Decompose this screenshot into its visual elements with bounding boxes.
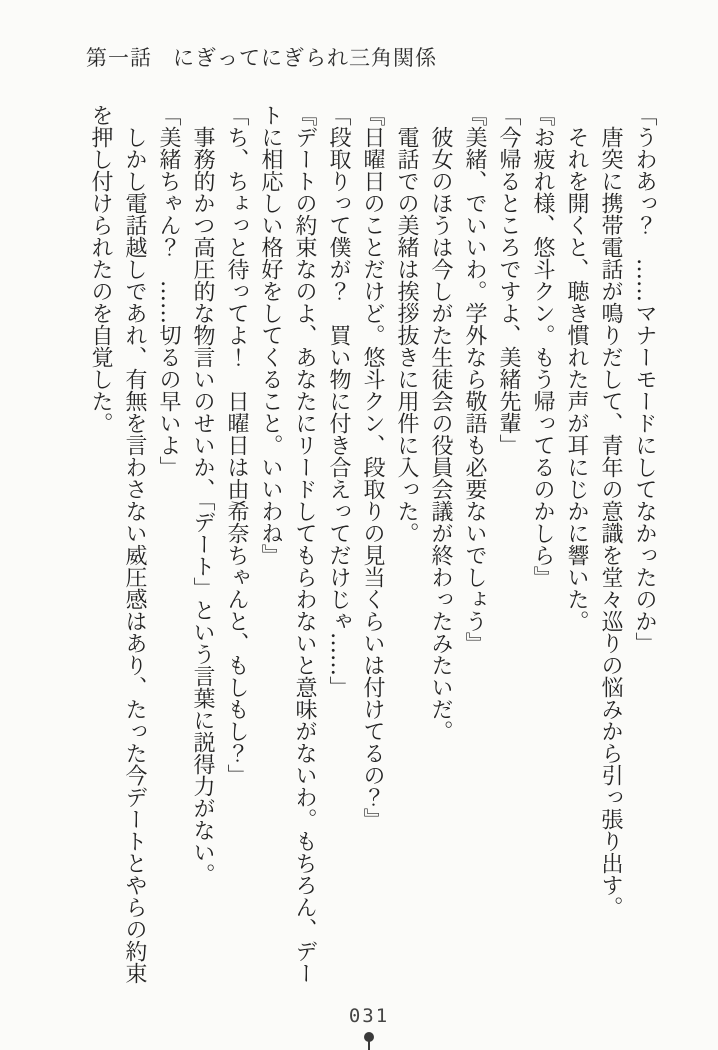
paragraph: 『お疲れ様、悠斗クン。もう帰ってるのかしら』 xyxy=(530,104,555,588)
paragraph: 「美緒ちゃん？ ……切るの早いよ」 xyxy=(156,104,181,478)
paragraph: 『日曜日のことだけど。悠斗クン、段取りの見当くらいは付けてるの？』 xyxy=(360,104,385,830)
paragraph: 唐突に携帯電話が鳴りだして、青年の意識を堂々巡りの悩みから引っ張り出す。 xyxy=(598,126,623,918)
chapter-title-label: にぎってにぎられ三角関係 xyxy=(173,46,437,70)
paragraph: 『美緒、でいいわ。学外なら敬語も必要ないでしょう』 xyxy=(462,104,487,654)
chapter-number-label: 第一話 xyxy=(86,46,152,70)
paragraph: 「ち、ちょっと待ってよ！ 日曜日は由希奈ちゃんと、もしもし？」 xyxy=(224,104,249,786)
page-number: 031 xyxy=(348,1005,390,1027)
text-columns xyxy=(81,104,661,996)
paragraph: しかし電話越しであれ、有無を言わさない威圧感はあり、たった今デートとやらの約束を押し付けられたのを自覚した。 xyxy=(88,104,147,984)
paragraph: 彼女のほうは今しがた生徒会の役員会議が終わったみたいだ。 xyxy=(428,126,453,742)
paragraph: 「うわあっ？ ……マナーモードにしてなかったのか」 xyxy=(632,104,657,654)
paragraph: 電話での美緒は挨拶抜きに用件に入った。 xyxy=(394,126,419,544)
paragraph: それを開くと、聴き慣れた声が耳にじかに響いた。 xyxy=(564,126,589,632)
paragraph: 事務的かつ高圧的な物言いのせいか、「デート」という言葉に説得力がない。 xyxy=(190,126,215,885)
paragraph: 「今帰るところですよ、美緒先輩」 xyxy=(496,104,521,456)
paragraph: 「段取りって僕が？ 買い物に付き合えってだけじゃ……」 xyxy=(326,104,351,698)
running-head xyxy=(86,42,437,72)
footer-stem-ornament xyxy=(368,1041,370,1050)
paragraph: 『デートの約束なのよ、あなたにリードしてもらわないと意味がないわ。もちろん、デートに相応しい格好をしてくること。いいわね』 xyxy=(258,104,317,984)
